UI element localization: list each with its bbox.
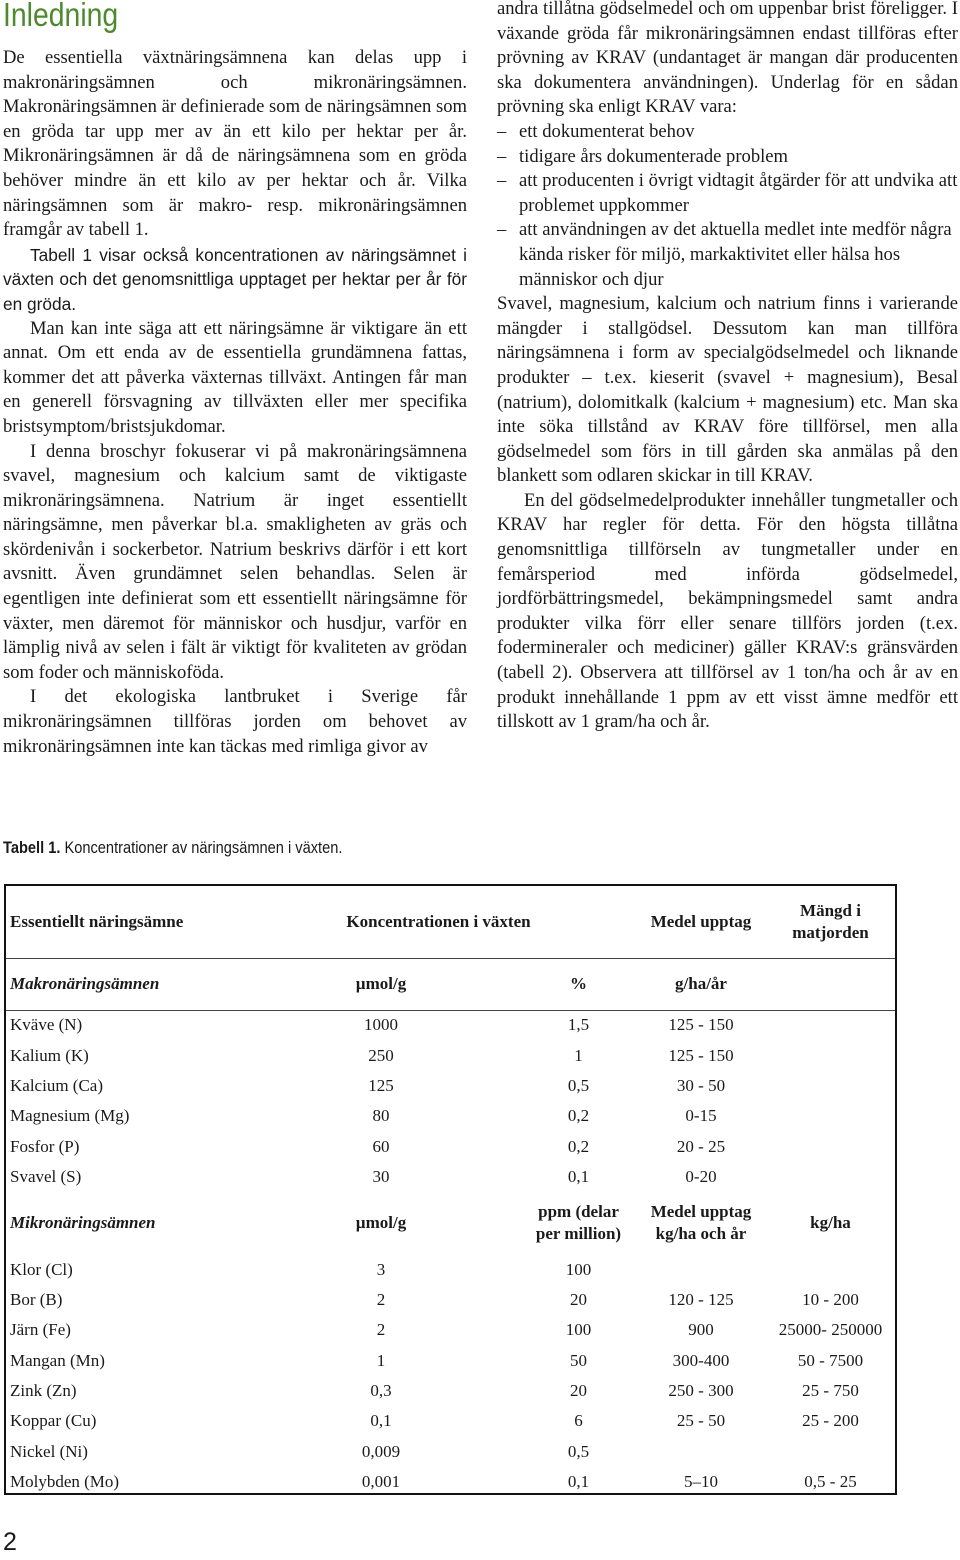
paragraph: andra tillåtna gödselmedel och om uppenbar brist föreligger. I växande gröda får mikronäringsämnen endast tillföras efter prövning av KRAV (undantaget är mangan där producenten ska dokumentera användningen). Underlag för en sådan prövning ska enligt KRAV vara:	[497, 0, 958, 118]
cell-soil	[766, 1040, 895, 1070]
list-item: – att användningen av det aktuella medlet inte medför några kända risker för miljö, markaktivitet eller hälsa hos människor och djur	[497, 218, 958, 292]
table-caption	[3, 838, 342, 858]
header-soil-amount: Mängd i matjorden	[766, 886, 895, 958]
caption-label: Tabell 1.	[3, 838, 61, 857]
cell-nutrient: Klor (Cl)	[10, 1259, 73, 1279]
cell-soil	[766, 1162, 895, 1192]
cell-secondary: 0,1	[567, 1472, 590, 1492]
header-nutrient: Essentiellt näringsämne	[6, 886, 241, 958]
cell-soil: 0,5 - 25	[804, 1472, 857, 1492]
list-item: – ett dokumenterat behov	[497, 120, 958, 145]
cell-secondary: 1	[574, 1045, 583, 1065]
cell-uptake: 125 - 150	[668, 1015, 734, 1035]
cell-uptake: 900	[688, 1320, 714, 1340]
micro-unit-conc: µmol/g	[355, 1213, 407, 1233]
header-concentration: Koncentrationen i växten	[241, 886, 636, 958]
cell-uptake: 120 - 125	[668, 1289, 734, 1309]
paragraph: En del gödselmedelprodukter innehåller tungmetaller och KRAV har regler för detta. För den högsta tillåtna genomsnittliga tillförseln av tungmetaller under en femårsperiod med införda gödselmedel, jordförbättringsmedel, bekämpningsmedel samt andra produkter vilka förr eller senare tillförs jorden (t.ex. fodermineraler och mediciner) gäller KRAV:s gränsvärden (tabell 2). Observera att tillförsel av 1 ton/ha och år av en produkt innehållande 1 ppm av ett visst ämne medför ett tillskott av 1 gram/ha och år.	[497, 489, 958, 733]
cell-soil	[766, 1101, 895, 1131]
cell-nutrient: Kalcium (Ca)	[10, 1075, 103, 1095]
cell-secondary: 0,1	[567, 1167, 590, 1187]
cell-soil: 10 - 200	[802, 1289, 859, 1309]
micro-unit-soil: kg/ha	[810, 1213, 851, 1233]
macro-section-label: Makronäringsämnen	[6, 958, 241, 1010]
table-row	[6, 1285, 895, 1315]
list-item: – att producenten i övrigt vidtagit åtgärder för att undvika att problemet uppkommer	[497, 169, 958, 218]
cell-uptake: 300-400	[672, 1350, 730, 1370]
cell-uptake: 0-20	[685, 1167, 717, 1187]
paragraph: I det ekologiska lantbruket i Sverige får mikronäringsämnen tillföras jorden om behovet av mikronäringsämnen inte kan täckas med rimliga givor av	[3, 686, 467, 757]
cell-soil	[766, 1254, 895, 1284]
cell-secondary: 0,5	[567, 1075, 590, 1095]
cell-nutrient: Zink (Zn)	[10, 1381, 77, 1401]
table-row	[6, 1437, 895, 1467]
cell-concentration: 3	[376, 1259, 386, 1279]
list-item: – tidigare års dokumenterade problem	[497, 145, 958, 170]
macro-unit-uptake: g/ha/år	[636, 958, 766, 1010]
cell-concentration: 0,001	[361, 1472, 401, 1492]
micro-unit-ppm: ppm (delar per million)	[535, 1202, 622, 1244]
micro-section-row	[6, 1192, 895, 1254]
micro-unit-uptake: Medel upptag kg/ha och år	[650, 1202, 752, 1244]
cell-uptake: 250 - 300	[668, 1381, 734, 1401]
cell-uptake: 30 - 50	[676, 1075, 726, 1095]
page-number: 2	[3, 1528, 17, 1556]
cell-concentration: 60	[372, 1136, 390, 1156]
cell-nutrient: Koppar (Cu)	[10, 1411, 97, 1431]
cell-soil	[766, 1132, 895, 1162]
page-heading: Inledning	[3, 0, 119, 33]
paragraph: De essentiella växtnäringsämnena kan delas upp i makronäringsämnen och mikronäringsämnen. Makronäringsämnen är definierade som de näringsämnen som en gröda tar upp mer av än ett kilo per hektar per år. Mikronäringsämnen är då de näringsämnena som en gröda behöver mindre än ett kilo av per hektar och år. Vilka näringsämnen som är makro- resp. mikronäringsämnen framgår av tabell 1.	[3, 47, 467, 241]
table-row	[6, 1346, 895, 1376]
cell-secondary: 0,2	[567, 1136, 590, 1156]
cell-soil	[766, 1010, 895, 1040]
cell-soil: 25 - 200	[802, 1411, 859, 1431]
left-text-column	[3, 46, 467, 759]
cell-secondary: 50	[570, 1350, 587, 1370]
paragraph: Man kan inte säga att ett näringsämne är viktigare än ett annat. Om ett enda av de essentiella grundämnena fattas, kommer det att påverka växternas tillväxt. Antingen får man en generell försvagning av tillväxten eller mer specifika bristsymptom/bristsjukdomar.	[3, 317, 467, 437]
cell-secondary: 100	[565, 1320, 592, 1340]
cell-concentration: 2	[376, 1289, 386, 1309]
cell-concentration: 30	[372, 1167, 390, 1187]
cell-nutrient: Mangan (Mn)	[10, 1350, 105, 1370]
cell-nutrient: Kväve (N)	[10, 1015, 83, 1035]
cell-secondary: 0,5	[567, 1441, 590, 1461]
header-uptake: Medel upptag	[636, 886, 766, 958]
cell-uptake: 20 - 25	[676, 1136, 726, 1156]
cell-secondary: 1,5	[567, 1015, 590, 1035]
cell-soil	[766, 1437, 895, 1467]
cell-nutrient: Magnesium (Mg)	[10, 1106, 130, 1126]
table-header-row	[6, 886, 895, 958]
cell-uptake: 5–10	[684, 1472, 718, 1492]
paragraph: Tabell 1 visar också koncentrationen av näringsämnet i växten och det genomsnittliga upptaget per hektar per år för en gröda.	[3, 244, 467, 314]
cell-secondary: 20	[570, 1381, 587, 1401]
table-row	[6, 1376, 895, 1406]
table-row	[6, 1040, 895, 1070]
cell-concentration: 1000	[364, 1015, 398, 1035]
cell-nutrient: Fosfor (P)	[10, 1136, 80, 1156]
cell-nutrient: Svavel (S)	[10, 1167, 82, 1187]
cell-secondary: 6	[574, 1411, 583, 1431]
cell-nutrient: Bor (B)	[10, 1289, 63, 1309]
table-row	[6, 1101, 895, 1131]
cell-secondary: 0,2	[567, 1106, 590, 1126]
cell-uptake: 125 - 150	[668, 1045, 734, 1065]
cell-uptake	[636, 1254, 766, 1284]
table-row	[6, 1315, 895, 1345]
cell-concentration: 0,1	[370, 1411, 392, 1431]
cell-nutrient: Kalium (K)	[10, 1045, 89, 1065]
macro-unit-conc: µmol/g	[241, 958, 521, 1010]
cell-uptake	[636, 1437, 766, 1467]
paragraph: Svavel, magnesium, kalcium och natrium finns i varierande mängder i stallgödsel. Dessutom kan man tillföra näringsämnena i form av specialgödselmedel och liknande produkter – t.ex. kieserit (svavel + magnesium), Besal (natrium), dolomitkalk (kalcium + magnesium) etc. Man ska inte söka tillstånd av KRAV före tillförsel, men alla gödselmedel som förs in till gården ska anmälas på den blankett som odlaren skickar in till KRAV.	[497, 293, 958, 487]
table-row	[6, 1010, 895, 1040]
cell-concentration: 125	[368, 1075, 394, 1095]
macro-section-row	[6, 958, 895, 1010]
table-row	[6, 1132, 895, 1162]
nutrient-table	[6, 886, 895, 1497]
macro-unit-soil	[766, 958, 895, 1010]
cell-concentration: 250	[368, 1045, 394, 1065]
table-row	[6, 1162, 895, 1192]
cell-soil	[766, 1071, 895, 1101]
cell-nutrient: Molybden (Mo)	[10, 1472, 120, 1492]
cell-soil: 50 - 7500	[797, 1350, 864, 1370]
requirement-list	[497, 120, 958, 292]
cell-soil: 25000- 250000	[778, 1320, 883, 1340]
cell-secondary: 20	[570, 1289, 587, 1309]
cell-concentration: 80	[372, 1106, 390, 1126]
cell-nutrient: Järn (Fe)	[10, 1320, 71, 1340]
cell-uptake: 25 - 50	[676, 1411, 726, 1431]
cell-secondary: 100	[565, 1259, 592, 1279]
cell-concentration: 2	[376, 1320, 386, 1340]
table-row	[6, 1467, 895, 1497]
cell-soil: 25 - 750	[802, 1381, 859, 1401]
cell-uptake: 0-15	[685, 1106, 717, 1126]
cell-concentration: 0,3	[370, 1381, 392, 1401]
micro-section-label: Mikronäringsämnen	[10, 1213, 156, 1233]
cell-concentration: 1	[376, 1350, 386, 1370]
cell-concentration: 0,009	[361, 1441, 401, 1461]
table-row	[6, 1406, 895, 1436]
right-text-column	[497, 0, 958, 735]
table-row	[6, 1071, 895, 1101]
cell-nutrient: Nickel (Ni)	[10, 1441, 88, 1461]
paragraph: I denna broschyr fokuserar vi på makronäringsämnena svavel, magnesium och kalcium samt de viktigaste mikronäringsämnena. Natrium är inget essentiellt näringsämne, men påverkar bl.a. smakligheten av gräs och skördenivån i sockerbetor. Natrium beskrivs därför i ett kort avsnitt. Även grundämnet selen behandlas. Selen är egentligen inte definierat som ett essentiellt näringsämne för växter, men däremot för människor och husdjur, varför en lämplig nivå av selen i fält är viktigt för kvaliteten av grödan som foder och människoföda.	[3, 440, 467, 683]
macro-unit-percent: %	[521, 958, 636, 1010]
caption-text: Koncentrationer av näringsämnen i växten.	[60, 838, 343, 857]
table-row	[6, 1254, 895, 1284]
